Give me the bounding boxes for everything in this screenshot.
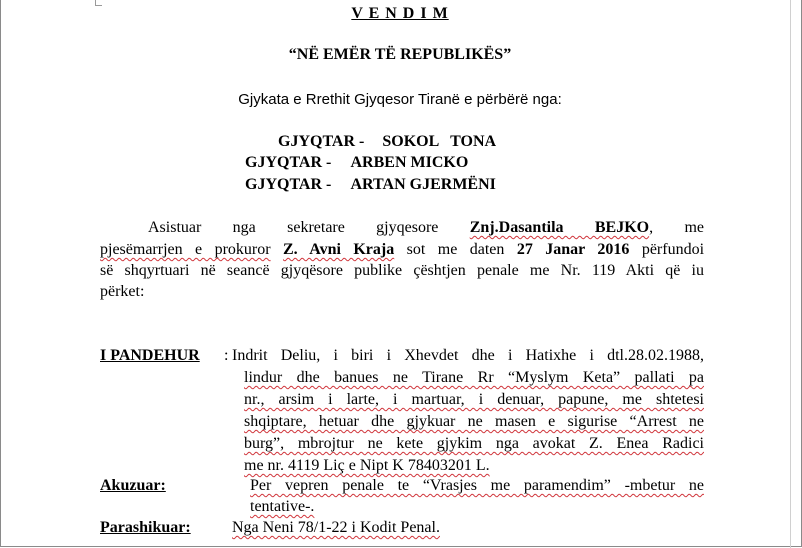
defendant-colon: :: [224, 347, 229, 364]
accused-line-2: tentative-.: [250, 498, 315, 515]
defendant-line-5: burg”, mbrojtur ne kete gjykim nga avokat Z. Enea Radici: [244, 435, 704, 452]
secretary-name: Znj.Dasantila BEJKO: [469, 219, 650, 236]
defendant-line-3: nr., arsim i larte, i martuar, i denuar, papune, me shtetesi: [244, 391, 704, 408]
judge-name: SOKOL TONA: [382, 133, 497, 150]
intro-line-2: [100, 240, 704, 259]
court-composition: Gjykata e Rrethit Gjyqesor Tiranë e përbërë nga:: [238, 91, 562, 108]
judge-role: GJYQTAR -: [278, 133, 365, 150]
verdict-title: V E N D I M: [351, 5, 449, 22]
judge-role: GJYQTAR -: [245, 154, 332, 171]
provision-text: Nga Neni 78/1-22 i Kodit Penal.: [232, 519, 440, 536]
intro-line-3: së shqyrtuari në seancë gjyqësore publike çështjen penale me Nr. 119 Akti që iu: [100, 262, 704, 279]
intro-text: pjesëmarrjen e prokuror: [100, 241, 271, 258]
defendant-line-1: Indrit Deliu, i biri i Xhevdet dhe i Hatixhe i dtl.28.02.1988,: [232, 347, 704, 364]
judge-role: GJYQTAR -: [245, 176, 332, 193]
intro-line-1: [148, 218, 704, 237]
intro-text: , me: [649, 219, 704, 236]
intro-text: Asistuar nga sekretare gjyqesore: [148, 219, 439, 236]
accused-label: Akuzuar:: [100, 477, 166, 494]
judge-name: ARTAN GJERMËNI: [350, 176, 496, 193]
intro-text: përfundoi: [641, 241, 705, 258]
intro-line-4: përket:: [100, 283, 145, 300]
intro-text: sot me daten: [406, 241, 505, 258]
defendant-label: I PANDEHUR: [100, 347, 200, 364]
prosecutor-name: Z. Avni Kraja: [283, 241, 395, 258]
judge-name: ARBEN MICKO: [350, 154, 469, 171]
judge-line-2: [245, 153, 468, 172]
judge-line-3: [245, 175, 496, 194]
accused-line-1: Per vepren penale te “Vrasjes me paramendim” -mbetur ne: [250, 477, 704, 494]
defendant-line-6: me nr. 4119 Liç e Nipt K 78403201 L.: [244, 457, 490, 474]
page-edge: [790, 0, 791, 548]
hearing-date: 27 Janar 2016: [516, 241, 630, 258]
judge-line-1: [278, 132, 496, 151]
defendant-line-2: lindur dhe banues ne Tirane Rr “Myslym Keta” pallati pa: [244, 369, 704, 386]
provision-label: Parashikuar:: [100, 519, 191, 536]
verdict-subtitle: “NË EMËR TË REPUBLIKËS”: [288, 46, 512, 63]
defendant-line-4: shqiptare, hetuar dhe gjykuar ne masen e sigurise “Arrest ne: [244, 413, 704, 430]
